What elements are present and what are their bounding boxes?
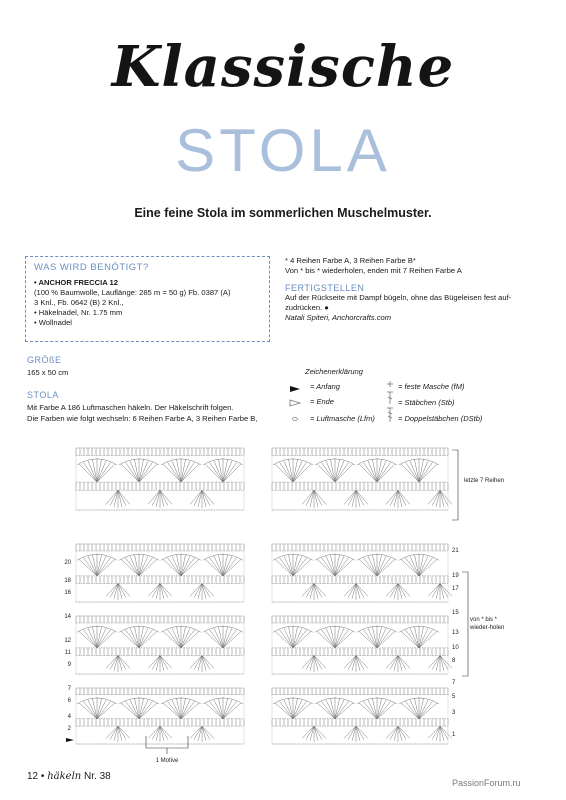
start-marker-icon [66, 738, 74, 742]
row-numbers-right [452, 548, 459, 738]
legend-title: Zeichenerklärung [305, 367, 363, 376]
row-number: 4 [67, 714, 71, 720]
materials-line: • Häkelnadel, Nr. 1.75 mm [34, 308, 123, 317]
legend-start: = Anfang [310, 382, 340, 391]
page-footer [27, 771, 111, 782]
finishing-heading: FERTIGSTELLEN [285, 283, 365, 293]
script-title: Klassische [111, 34, 455, 100]
credit: Natali Spiteri, Anchorcrafts.com [285, 313, 392, 322]
row-number: 7 [67, 686, 71, 692]
row-number: 15 [452, 610, 459, 616]
watermark: PassionForum.ru [452, 778, 521, 788]
dc-icon [387, 392, 393, 404]
legend-end: = Ende [310, 397, 334, 406]
materials-list [34, 278, 264, 328]
row-number: 11 [64, 650, 71, 656]
row-number: 13 [452, 630, 459, 636]
last-rows-label: letzte 7 Reihen [464, 478, 505, 484]
legend-symbols-left [288, 380, 308, 425]
start-arrow-icon [290, 386, 300, 392]
row-number: 10 [452, 645, 459, 651]
page-number: 12 [27, 771, 39, 782]
finishing-text: zudrücken. ● [285, 303, 329, 312]
chart-panels [76, 448, 452, 744]
row-number: 8 [452, 658, 456, 664]
row-number: 2 [67, 726, 71, 732]
row-number: 19 [452, 573, 459, 579]
row-number: 17 [452, 586, 459, 592]
legend-sc: = feste Masche (fM) [398, 382, 465, 391]
legend-chain: = Luftmasche (Lfm) [310, 414, 375, 423]
repeat-label-1: von * bis * [470, 617, 498, 623]
stola-heading: STOLA [27, 390, 59, 400]
materials-line: 3 Knl., Fb. 0642 (B) 2 Knl., [34, 298, 124, 307]
row-number: 18 [64, 578, 71, 584]
color-note-line: Von * bis * wiederholen, enden mit 7 Reihen Farbe A [285, 266, 462, 275]
bracket-repeat [462, 572, 468, 676]
row-number: 21 [452, 548, 459, 554]
sc-icon [387, 381, 393, 387]
subtitle: Eine feine Stola im sommerlichen Muschelmuster. [134, 206, 432, 220]
row-number: 5 [452, 694, 456, 700]
size-value: 165 x 50 cm [27, 368, 69, 377]
row-number: 20 [64, 560, 71, 566]
size-heading: GRÖßE [27, 355, 62, 365]
tr-icon [387, 408, 393, 422]
repeat-label-2: wieder-holen [470, 625, 505, 631]
right-column [285, 256, 555, 323]
row-number: 6 [67, 698, 71, 704]
legend-dc: = Stäbchen (Stb) [398, 398, 455, 407]
row-number: 14 [64, 614, 71, 620]
footer-bullet: • [40, 771, 45, 782]
magazine-name: häkeln [47, 771, 82, 782]
row-number: 1 [452, 732, 456, 738]
materials-line: • ANCHOR FRECCIA 12 [34, 278, 118, 287]
color-note-line: * 4 Reihen Farbe A, 3 Reihen Farbe B* [285, 256, 416, 265]
end-arrow-icon [290, 400, 300, 406]
crochet-chart [0, 440, 566, 770]
issue-number: Nr. 38 [84, 771, 111, 782]
materials-line: (100 % Baumwolle, Lauflänge: 285 m = 50 g) Fb. 0387 (A) [34, 288, 231, 297]
motif-label: 1 Motive [155, 758, 179, 764]
legend-tr: = Doppelstäbchen (DStb) [398, 414, 483, 423]
stola-text: Die Farben wie folgt wechseln: 6 Reihen Farbe A, 3 Reihen Farbe B, [27, 414, 258, 423]
bracket-last-rows [452, 450, 458, 520]
main-title: STOLA [175, 117, 391, 184]
row-number: 7 [452, 680, 456, 686]
row-number: 9 [67, 662, 71, 668]
chain-icon [293, 418, 298, 421]
materials-heading: WAS WIRD BENÖTIGT? [34, 262, 149, 273]
stola-text: Mit Farbe A 186 Luftmaschen häkeln. Der Häkelschrift folgen. [27, 403, 234, 412]
row-numbers-left [64, 560, 71, 732]
finishing-text: Auf der Rückseite mit Dampf bügeln, ohne das Bügeleisen fest auf- [285, 293, 512, 302]
row-number: 16 [64, 590, 71, 596]
row-number: 12 [64, 638, 71, 644]
legend-symbols-right [384, 378, 396, 428]
materials-line: • Wollnadel [34, 318, 72, 327]
row-number: 3 [452, 710, 456, 716]
